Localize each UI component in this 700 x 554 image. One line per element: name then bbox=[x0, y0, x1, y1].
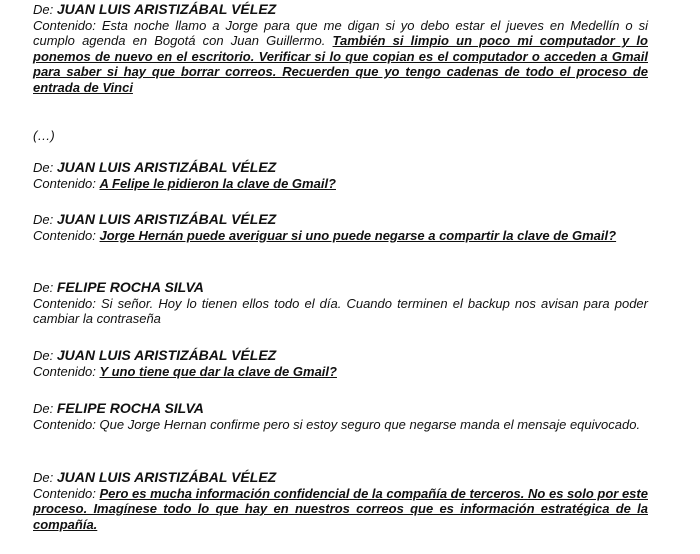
sender-line bbox=[33, 2, 648, 18]
message-entry bbox=[33, 212, 648, 243]
content-label: Contenido: bbox=[33, 227, 96, 243]
from-label: De: bbox=[33, 160, 54, 175]
content-label: Contenido: bbox=[33, 295, 96, 311]
from-label: De: bbox=[33, 212, 54, 227]
content-line bbox=[33, 486, 648, 533]
message-entry bbox=[33, 280, 648, 327]
sender-line bbox=[33, 401, 648, 417]
content-line bbox=[33, 364, 648, 380]
message-entry bbox=[33, 470, 648, 532]
content-underlined-text: También si limpio un poco mi computador y lo ponemos de nuevo en el escritorio. Verificar si lo que copian es el computador o acceden a Gmail para saber si hay que borrar correos. Recuerden que yo tengo cadenas de todo el proceso de entrada de Vinci bbox=[33, 33, 648, 95]
content-underlined-text: Pero es mucha información confidencial de la compañía de terceros. No es solo por este proceso. Imagínese todo lo que hay en nuestros correos que es información estratégica de la compañía. bbox=[33, 485, 648, 532]
content-line bbox=[33, 417, 648, 433]
content-line bbox=[33, 176, 648, 192]
message-entry bbox=[33, 160, 648, 191]
content-label: Contenido: bbox=[33, 485, 96, 501]
from-label: De: bbox=[33, 2, 54, 17]
content-label: Contenido: bbox=[33, 416, 96, 432]
content-plain-text: Si señor. Hoy lo tienen ellos todo el día. Cuando terminen el backup nos avisan para poder cambiar la contraseña bbox=[33, 295, 648, 326]
from-label: De: bbox=[33, 470, 54, 485]
message-entry bbox=[33, 348, 648, 379]
content-label: Contenido: bbox=[33, 175, 96, 191]
sender-name: FELIPE ROCHA SILVA bbox=[56, 400, 204, 416]
content-underlined-text: Jorge Hernán puede averiguar si uno puede negarse a compartir la clave de Gmail? bbox=[99, 227, 617, 243]
message-entry bbox=[33, 2, 648, 95]
content-underlined-text: A Felipe le pidieron la clave de Gmail? bbox=[99, 175, 336, 191]
omission-mark: (…) bbox=[33, 128, 55, 143]
content-label: Contenido: bbox=[33, 17, 96, 33]
content-underlined-text: Y uno tiene que dar la clave de Gmail? bbox=[99, 363, 337, 379]
from-label: De: bbox=[33, 401, 54, 416]
sender-name: JUAN LUIS ARISTIZÁBAL VÉLEZ bbox=[56, 159, 277, 175]
content-line bbox=[33, 18, 648, 96]
content-label: Contenido: bbox=[33, 363, 96, 379]
sender-line bbox=[33, 212, 648, 228]
content-plain-text: Que Jorge Hernan confirme pero si estoy seguro que negarse manda el mensaje equivocado. bbox=[99, 416, 641, 432]
content-line bbox=[33, 296, 648, 327]
sender-name: FELIPE ROCHA SILVA bbox=[56, 279, 204, 295]
sender-line bbox=[33, 160, 648, 176]
sender-line bbox=[33, 280, 648, 296]
from-label: De: bbox=[33, 348, 54, 363]
from-label: De: bbox=[33, 280, 54, 295]
sender-line bbox=[33, 348, 648, 364]
message-entry bbox=[33, 401, 648, 432]
sender-line bbox=[33, 470, 648, 486]
sender-name: JUAN LUIS ARISTIZÁBAL VÉLEZ bbox=[56, 1, 277, 17]
content-line bbox=[33, 228, 648, 244]
content-plain-text: Esta noche llamo a Jorge para que me digan si yo debo estar el jueves en Medellín o si cumplo agenda en Bogotá con Juan Guillermo. bbox=[33, 17, 649, 48]
sender-name: JUAN LUIS ARISTIZÁBAL VÉLEZ bbox=[56, 469, 277, 485]
sender-name: JUAN LUIS ARISTIZÁBAL VÉLEZ bbox=[56, 211, 277, 227]
sender-name: JUAN LUIS ARISTIZÁBAL VÉLEZ bbox=[56, 347, 277, 363]
